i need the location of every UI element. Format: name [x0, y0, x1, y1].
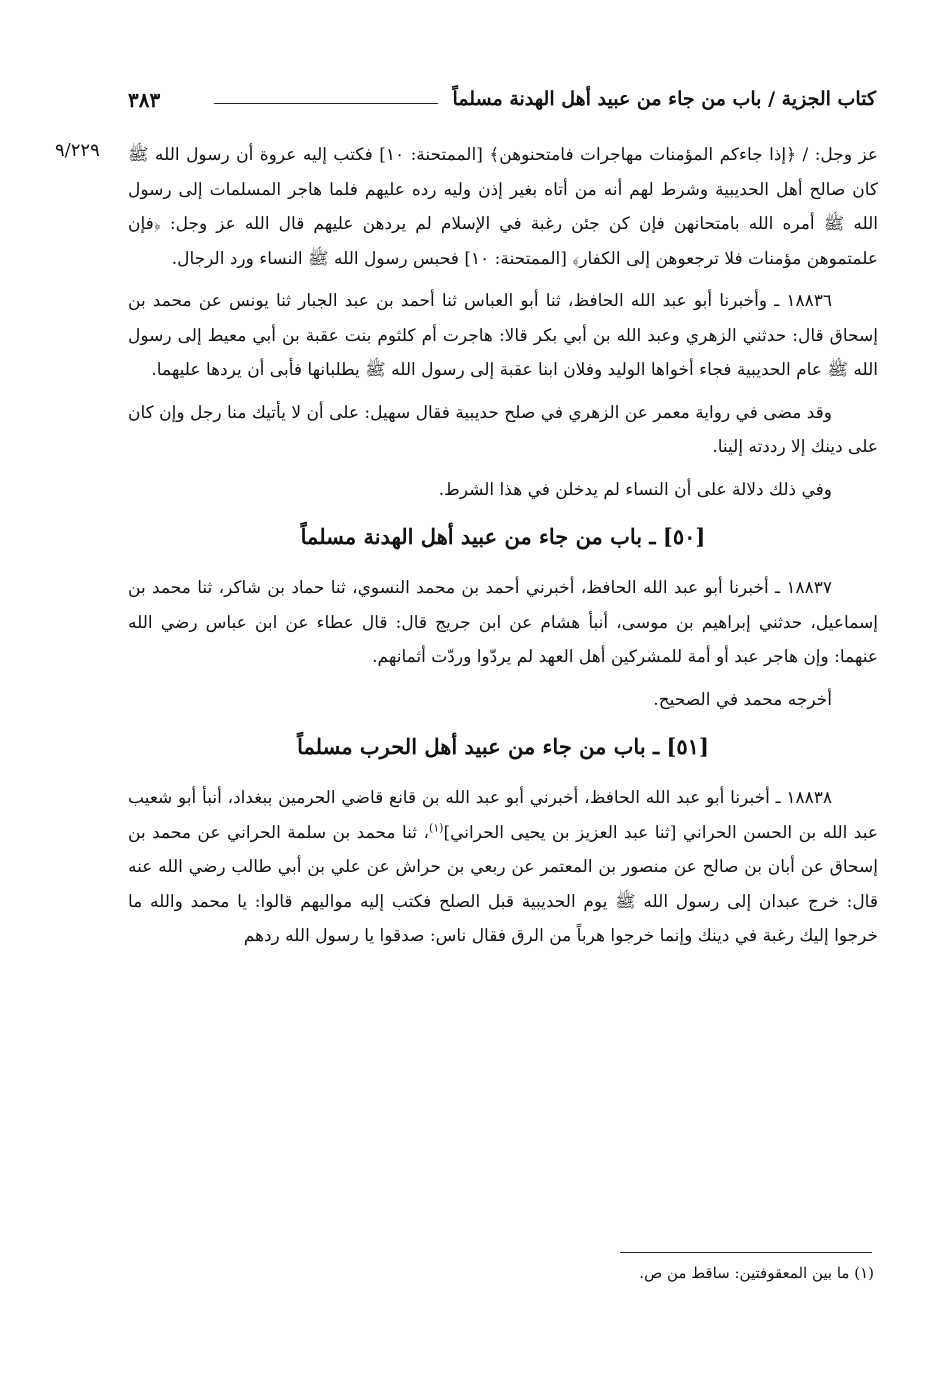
paragraph-hadith-18838 [128, 781, 878, 954]
header-rule [214, 103, 438, 104]
footnote: (١) ما بين المعقوفتين: ساقط من ص. [639, 1264, 874, 1282]
paragraph-hadith-18836: ١٨٨٣٦ ـ وأخبرنا أبو عبد الله الحافظ، ثنا أبو العباس ثنا أحمد بن عبد الجبار ثنا يونس عن محمد بن إسحاق قال: حدثني الزهري وعبد الله بن أبي بكر قالا: هاجرت أم كلثوم بنت عقبة بن أبي معيط إلى رسول الله ﷺ عام الحديبية فجاء أخواها الوليد وفلان ابنا عقبة إلى رسول الله ﷺ يطلبانها فأبى أن يردها عليهما. [128, 291, 878, 380]
margin-reference: ٩/٢٢٩ [55, 140, 100, 161]
paragraph-6: أخرجه محمد في الصحيح. [653, 689, 832, 710]
chapter-heading-51: [٥١] ـ باب من جاء من عبيد أهل الحرب مسلماً [297, 734, 709, 759]
footnote-rule [620, 1252, 872, 1253]
page-body [128, 138, 878, 954]
header-title: كتاب الجزية / باب من جاء من عبيد أهل الهدنة مسلماً [452, 88, 876, 110]
paragraph-3: وقد مضى في رواية معمر عن الزهري في صلح حديبية فقال سهيل: على أن لا يأتيك منا رجل وإن كان على دينك إلا رددته إلينا. [128, 402, 878, 457]
paragraph-1: عز وجل: / ﴿إذا جاءكم المؤمنات مهاجرات فامتحنوهن﴾ [الممتحنة: ١٠] فكتب إليه عروة أن رسول الله ﷺ كان صالح أهل الحديبية وشرط لهم أنه من أتاه بغير إذن وليه رده عليهم فلما هاجر المسلمات إلى رسول الله ﷺ أمره الله بامتحانهن فإن كن جئن رغبة في الإسلام لم يردهن عليهم قال الله عز وجل: ﴿فإن علمتموهن مؤمنات فلا ترجعوهن إلى الكفار﴾ [الممتحنة: ١٠] فحبس رسول الله ﷺ النساء ورد الرجال. [128, 145, 878, 269]
running-header [128, 86, 876, 120]
paragraph-4: وفي ذلك دلالة على أن النساء لم يدخلن في هذا الشرط. [438, 479, 832, 500]
paragraph-hadith-18838-part1: ١٨٨٣٨ ـ أخبرنا أبو عبد الله الحافظ، أخبرني أبو عبد الله بن قانع قاضي الحرمين ببغداد، أنبأ أبو شعيب عبد الله بن الحسن الحراني [ثنا عبد العزيز بن يحيى الحراني] [128, 788, 879, 843]
paragraph-hadith-18838-part2: ، ثنا محمد بن سلمة الحراني عن محمد بن إسحاق عن أبان بن صالح عن منصور بن المعتمر عن ربعي بن حراش عن علي بن أبي طالب رضي الله عنه قال: خرج عبدان إلى رسول الله ﷺ يوم الحديبية قبل الصلح فكتب إليه مواليهم قالوا: يا محمد والله ما خرجوا إليك رغبة في دينك وإنما خرجوا هرباً من الرق فقال ناس: صدقوا يا رسول الله ردهم [128, 822, 878, 946]
page-number: ٣٨٣ [128, 88, 161, 112]
footnote-ref: (١) [428, 820, 444, 834]
chapter-heading-50: [٥٠] ـ باب من جاء من عبيد أهل الهدنة مسلماً [300, 524, 706, 549]
paragraph-hadith-18837: ١٨٨٣٧ ـ أخبرنا أبو عبد الله الحافظ، أخبرني أحمد بن محمد النسوي، ثنا حماد بن شاكر، ثنا محمد بن إسماعيل، حدثني إبراهيم بن موسى، أنبأ هشام عن ابن جريج قال: قال عطاء عن ابن عباس رضي الله عنهما: وإن هاجر عبد أو أمة للمشركين أهل العهد لم يردّوا وردّت أثمانهم. [128, 578, 878, 667]
